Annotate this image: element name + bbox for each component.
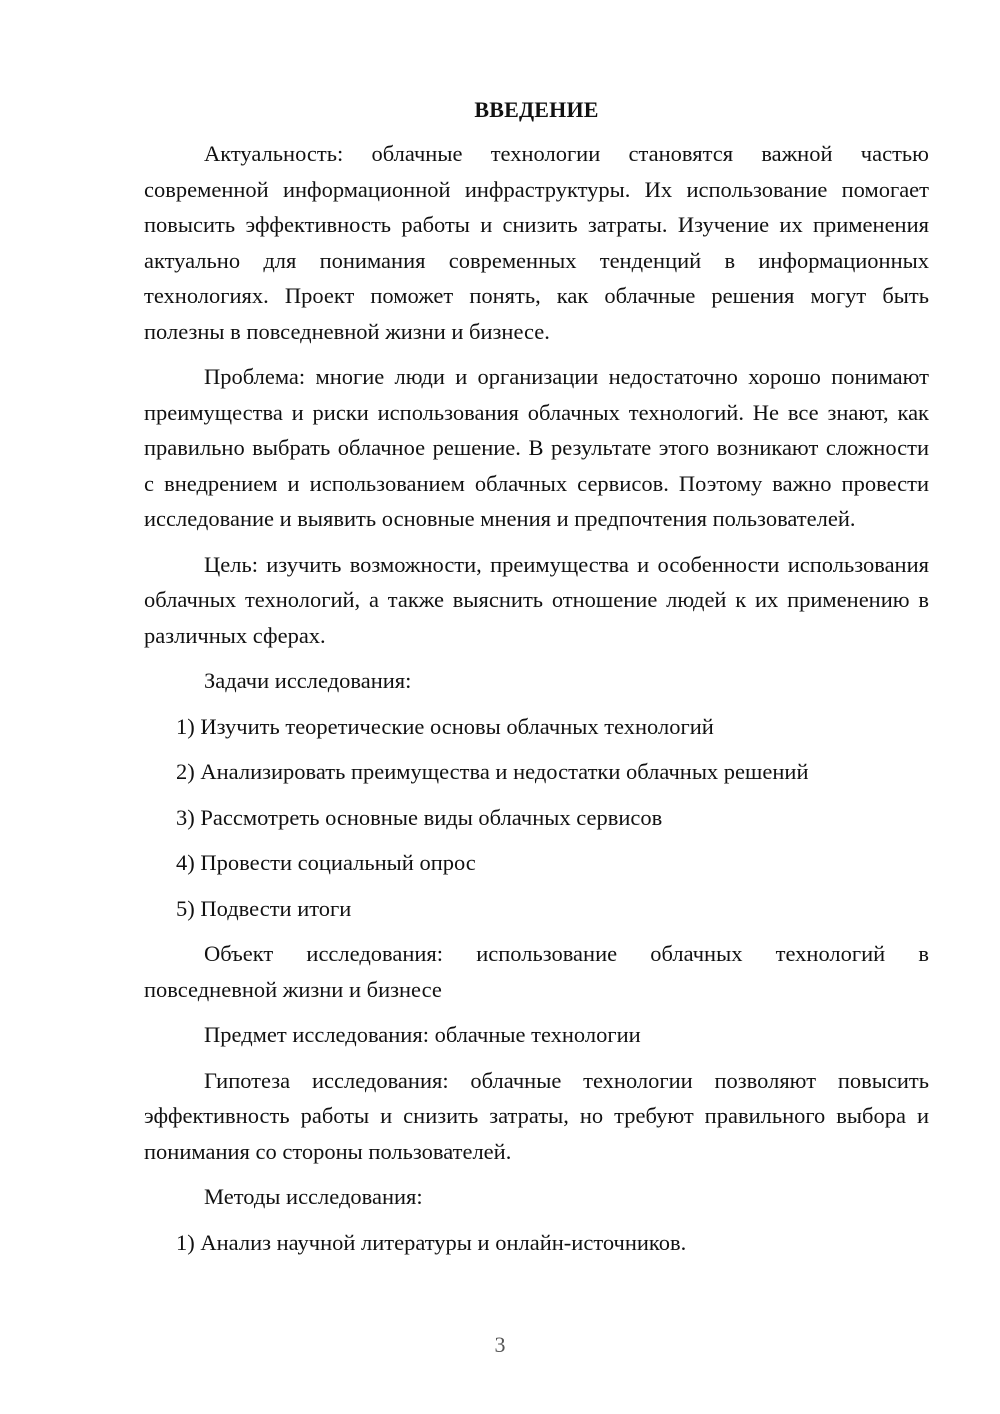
hypothesis-paragraph: Гипотеза исследования: облачные технологии позволяют повысить эффективность работы и снизить затраты, но требуют правильного выбора и понимания со стороны пользователей.	[144, 1067, 929, 1164]
task-item: 1) Изучить теоретические основы облачных технологий	[176, 713, 714, 739]
tasks-heading: Задачи исследования:	[204, 668, 412, 693]
methods-heading: Методы исследования:	[204, 1184, 423, 1209]
task-item: 4) Провести социальный опрос	[176, 850, 476, 875]
relevance-paragraph: Актуальность: облачные технологии становятся важной частью современной информационной инфраструктуры. Их использование помогает повысить эффективность работы и снизить затраты. Изучение их применения актуально для понимания современных тенденций в информационных технологиях. Проект поможет понять, как облачные решения могут быть полезны в повседневной жизни и бизнесе.	[144, 141, 929, 344]
object-paragraph: Объект исследования: использование облачных технологий в повседневной жизни и бизнесе	[144, 941, 929, 1002]
task-item: 2) Анализировать преимущества и недостатки облачных решений	[176, 759, 809, 784]
problem-paragraph: Проблема: многие люди и организации недостаточно хорошо понимают преимущества и риски использования облачных технологий. Не все знают, как правильно выбрать облачное решение. В результате этого возникают сложности с внедрением и использованием облачных сервисов. Поэтому важно провести исследование и выявить основные мнения и предпочтения пользователей.	[144, 364, 929, 531]
goal-paragraph: Цель: изучить возможности, преимущества и особенности использования облачных технологий, а также выяснить отношение людей к их применению в различных сферах.	[144, 551, 929, 648]
subject-paragraph: Предмет исследования: облачные технологии	[204, 1022, 641, 1047]
task-item: 3) Рассмотреть основные виды облачных сервисов	[176, 804, 663, 830]
task-item: 5) Подвести итоги	[176, 895, 352, 921]
page-title: ВВЕДЕНИЕ	[474, 97, 599, 122]
method-item: 1) Анализ научной литературы и онлайн-источников.	[176, 1229, 687, 1255]
document-page	[144, 94, 929, 1270]
page-number: 3	[494, 1332, 506, 1357]
